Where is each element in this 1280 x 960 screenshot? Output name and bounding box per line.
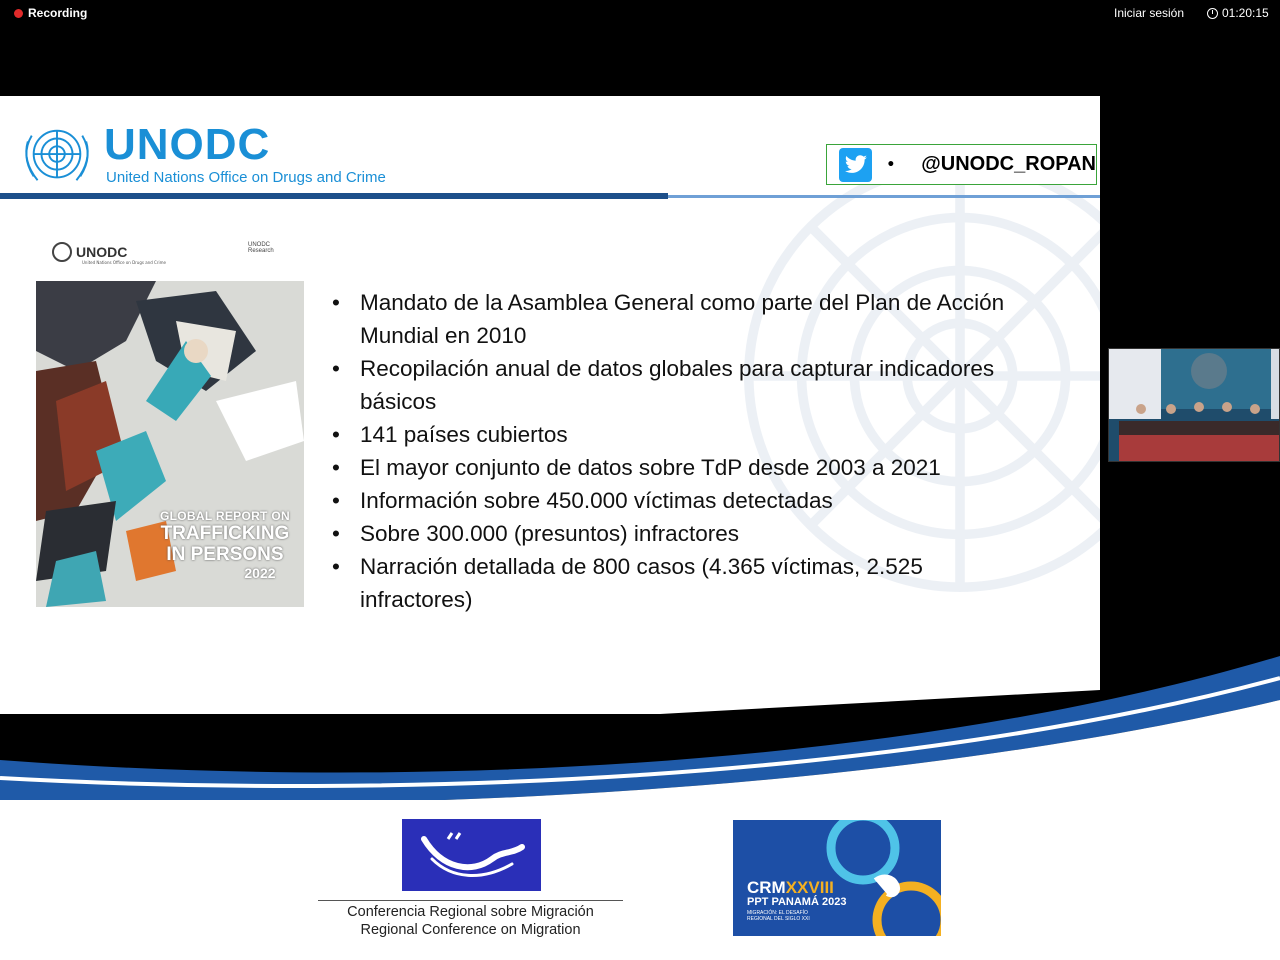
twitter-handle: @UNODC_ROPAN [921, 153, 1096, 175]
org-name: United Nations Office on Drugs and Crime [106, 169, 386, 186]
top-bar [0, 0, 1280, 96]
panama-title-b: XXVIII [785, 878, 834, 897]
cover-title [160, 509, 290, 581]
cover-logo-sub: United Nations Office on Drugs and Crime [82, 260, 166, 265]
cover-header [36, 236, 304, 281]
twitter-bird-icon [839, 148, 872, 182]
twitter-handle-box [826, 144, 1097, 185]
crm-name-en: Regional Conference on Migration [360, 922, 581, 938]
cover-research-label: UNODC Research [248, 242, 274, 254]
panama-title-a: CRM [747, 878, 786, 897]
participant-video-thumbnail[interactable] [1108, 348, 1280, 462]
cover-globe-icon [52, 242, 72, 262]
clock-icon [1207, 8, 1218, 19]
cover-year: 2022 [244, 565, 276, 581]
elapsed-time: 01:20:15 [1222, 6, 1269, 20]
crm-bird-icon [402, 819, 541, 891]
cover-logo [52, 242, 127, 262]
bullet-item: • Sobre 300.000 (presuntos) infractores [330, 517, 1020, 550]
cover-title-line1: GLOBAL REPORT ON [160, 509, 290, 523]
bullet-item: • Narración detallada de 800 casos (4.365 víctimas, 2.525 infractores) [330, 550, 1020, 616]
elapsed-timer [1207, 6, 1269, 20]
bullet-item: • 141 países cubiertos [330, 418, 1020, 451]
panama-tagline: MIGRACIÓN: EL DESAFÍO REGIONAL DEL SIGLO XXI [747, 910, 810, 922]
recording-label: Recording [28, 6, 88, 20]
cover-title-line3: IN PERSONS [166, 544, 284, 565]
cover-artwork [36, 281, 304, 607]
twitter-bullet: • [886, 156, 896, 173]
org-acronym: UNODC [104, 120, 271, 169]
recording-indicator [14, 6, 87, 20]
bullet-item: • Información sobre 450.000 víctimas detectadas [330, 484, 1020, 517]
header-divider [0, 193, 668, 199]
panama-subtitle: PPT PANAMÁ 2023 [747, 896, 847, 908]
cover-logo-text: UNODC [76, 244, 128, 260]
crm-logo [402, 819, 541, 891]
decorative-wave-icon [0, 640, 1280, 810]
unodc-globe-icon [18, 122, 96, 190]
cover-title-line2: TRAFFICKING [160, 523, 290, 544]
crm-panama-logo [733, 820, 941, 936]
crm-name-es: Conferencia Regional sobre Migración [347, 904, 594, 920]
presentation-slide [0, 96, 1100, 714]
recording-dot-icon [14, 9, 23, 18]
crm-divider [318, 900, 623, 901]
bullet-item: • Recopilación anual de datos globales para capturar indicadores básicos [330, 352, 1020, 418]
bullet-list [330, 286, 1020, 616]
login-button[interactable]: Iniciar sesión [1114, 6, 1185, 20]
panama-title [747, 878, 834, 898]
report-cover-image [36, 236, 304, 607]
bullet-item: • Mandato de la Asamblea General como parte del Plan de Acción Mundial en 2010 [330, 286, 1020, 352]
bullet-item: • El mayor conjunto de datos sobre TdP desde 2003 a 2021 [330, 451, 1020, 484]
video-scene-icon [1109, 349, 1280, 462]
header-divider-light [668, 195, 1100, 198]
footer [0, 800, 1280, 960]
